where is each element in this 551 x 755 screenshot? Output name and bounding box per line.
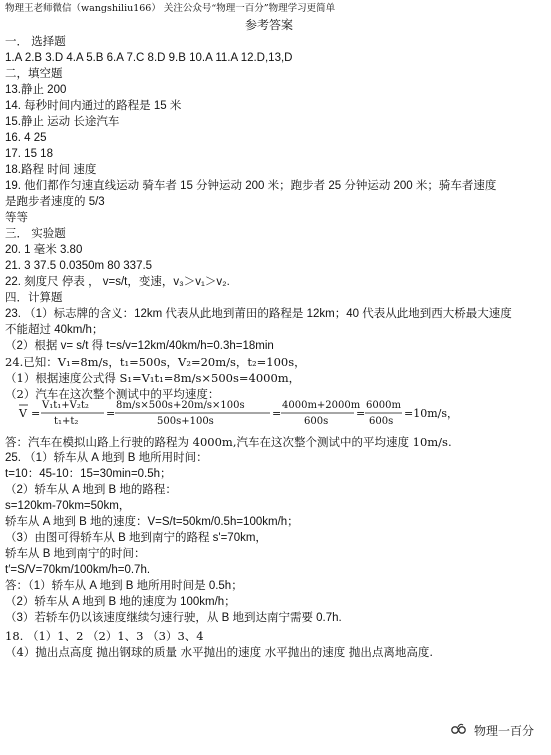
answer-line: 13.静止 200: [5, 84, 67, 96]
answer-line: 轿车从 A 地到 B 地的速度：V=S/t=50km/0.5h=100km/h；: [5, 516, 299, 528]
answer-line: （1）根据速度公式得 S₁=V₁t₁=8m/s×500s=4000m，: [5, 371, 301, 385]
answer-line: 20. 1 毫米 3.80: [5, 244, 83, 256]
answer-line: （2）轿车从 A 地到 B 地的速度为 100km/h；: [5, 596, 236, 608]
formula-denominator-2: 500s+100s: [157, 416, 214, 427]
section-heading: 三． 实验题: [5, 228, 66, 240]
formula-eq: =: [31, 407, 41, 420]
answer-line: （4）抛出点高度 抛出钢球的质量 水平抛出的速度 水平抛出的速度 抛出点离地高度.: [5, 645, 434, 659]
section-heading: 四．计算题: [5, 292, 63, 304]
answer-line: 答：（1）轿车从 A 地到 B 地所用时间是 0.5h；: [5, 580, 243, 592]
formula-eq: =: [356, 407, 366, 420]
answer-line: t=10：45-10：15=30min=0.5h；: [5, 468, 172, 480]
answer-line: （2）根据 v= s/t 得 t=s/v=12km/40km/h=0.3h=18min: [5, 340, 274, 352]
answer-line: 21. 3 37.5 0.0350m 80 337.5: [5, 260, 153, 272]
page-title: 参考答案: [245, 18, 294, 32]
formula-eq: =: [106, 407, 116, 420]
answer-line: 15.静止 运动 长途汽车: [5, 116, 120, 128]
answer-line: （2）轿车从 A 地到 B 地的路程：: [5, 484, 177, 496]
header-note: 物理王老师微信（wangshiliu166） 关注公众号“物理一百分”物理学习更简单: [5, 3, 336, 14]
answer-line: 等等: [5, 212, 28, 224]
formula-denominator-4: 600s: [369, 416, 394, 427]
answer-line: 18. （1）1、2 （2）1、3 （3）3、4: [5, 629, 204, 643]
formula-numerator-4: 6000m: [366, 400, 401, 411]
answer-line: 19. 他们都作匀速直线运动 骑车者 15 分钟运动 200 米；跑步者 25 分钟运动 200 米；骑车者速度: [5, 180, 497, 192]
watermark: [450, 721, 534, 739]
answer-line: 不能超过 40km/h；: [5, 324, 104, 336]
formula-denominator-3: 600s: [304, 416, 329, 427]
watermark-text: 物理一百分: [474, 723, 535, 738]
formula-eq: =: [272, 407, 282, 420]
answer-line: （2）汽车在这次整个测试中的平均速度：: [5, 387, 220, 401]
answer-line: 17. 15 18: [5, 148, 53, 160]
answer-line: 答：汽车在模拟山路上行驶的路程为 4000m,汽车在这次整个测试中的平均速度 10m/s.: [5, 435, 452, 449]
answer-line: 是跑步者速度的 5/3: [5, 196, 105, 208]
average-speed-formula: [14, 396, 544, 430]
formula-result: =10m/s，: [404, 407, 458, 420]
formula-lhs: V: [19, 407, 27, 420]
answer-line: s=120km-70km=50km，: [5, 500, 131, 512]
answer-line: （3）由图可得轿车从 B 地到南宁的路程 s'=70km，: [5, 532, 267, 544]
answer-line: 16. 4 25: [5, 132, 47, 144]
answer-line: 1.A 2.B 3.D 4.A 5.B 6.A 7.C 8.D 9.B 10.A 11.A 12.D,13,D: [5, 52, 293, 64]
section-heading: 一． 选择题: [5, 36, 66, 48]
answer-line: 24.已知：V₁=8m/s，t₁=500s，V₂=20m/s，t₂=100s，: [5, 355, 306, 369]
answer-line: t′=S/V=70km/100km/h=0.7h.: [5, 564, 151, 576]
section-heading: 二，填空题: [5, 68, 63, 80]
answer-line: 23. （1）标志牌的含义：12km 代表从此地到莆田的路程是 12km；40 代表从此地到西大桥最大速度: [5, 308, 512, 320]
answer-line: 轿车从 B 地到南宁的时间：: [5, 548, 146, 560]
answer-line: 22. 刻度尺 停表 ， v=s/t，变速，v₃＞v₁＞v₂.: [5, 276, 230, 288]
answer-line: （3）若轿车仍以该速度继续匀速行驶，从 B 地到达南宁需要 0.7h.: [5, 612, 342, 624]
answer-line: 18.路程 时间 速度: [5, 164, 97, 176]
formula-denominator-1: t₁+t₂: [54, 416, 79, 427]
answer-line: 14. 每秒时间内通过的路程是 15 米: [5, 100, 182, 112]
answer-line: 25. （1）轿车从 A 地到 B 地所用时间：: [5, 452, 208, 464]
formula-numerator-1: V₁t₁+V₂t₂: [42, 400, 89, 411]
formula-numerator-2: 8m/s×500s+20m/s×100s: [116, 400, 245, 411]
formula-numerator-3: 4000m+2000m: [282, 400, 361, 411]
wechat-channel-icon: [450, 721, 470, 739]
